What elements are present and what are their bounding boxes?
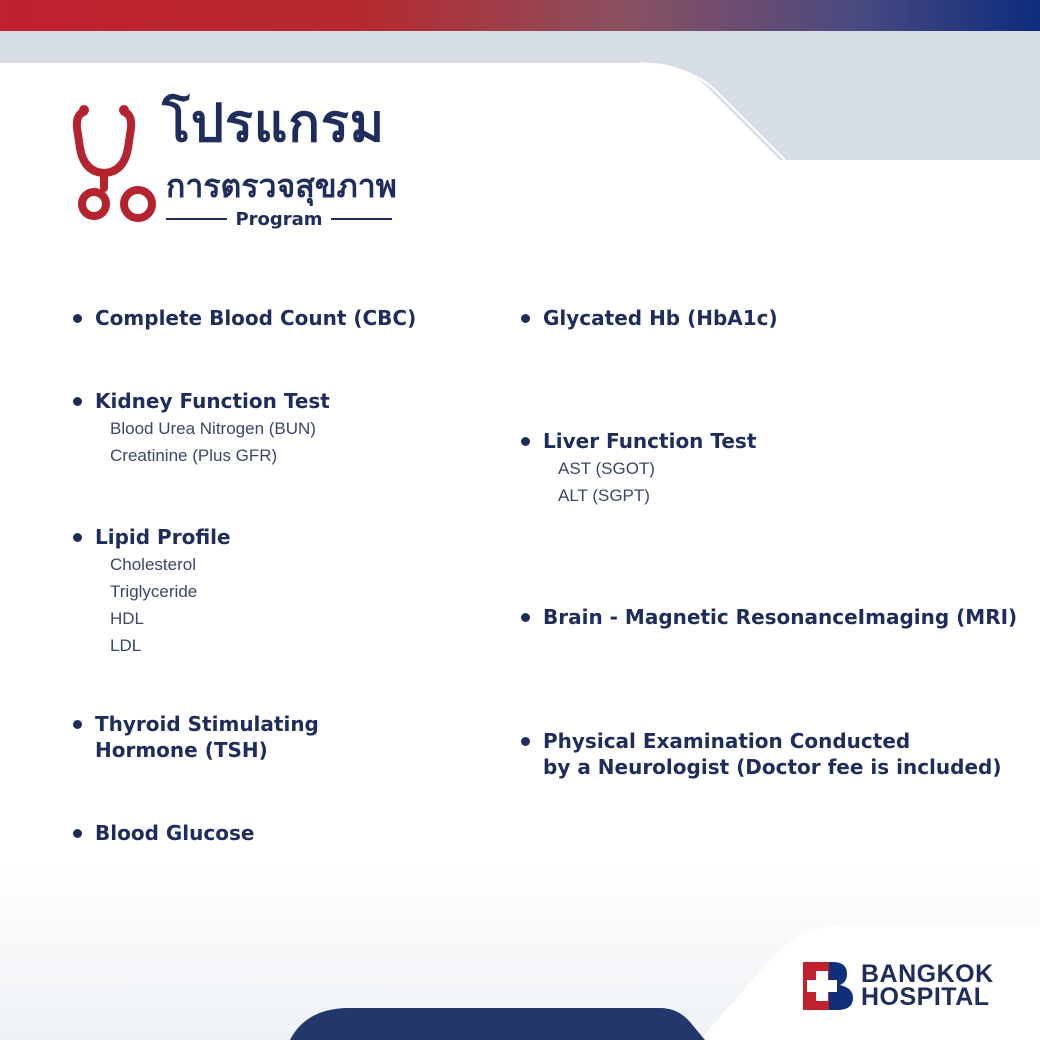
program-label: Program — [235, 208, 323, 230]
sub-item: Triglyceride — [110, 582, 198, 601]
bullet — [521, 737, 530, 746]
list-item — [521, 604, 1017, 630]
bullet — [73, 397, 82, 406]
brand-line-2: HOSPITAL — [861, 983, 990, 1011]
stethoscope-icon — [70, 100, 162, 230]
divider — [331, 218, 392, 220]
bullet — [521, 437, 530, 446]
program-label-row — [166, 207, 392, 231]
bullet — [73, 829, 82, 838]
sub-item: HDL — [110, 609, 145, 628]
list-item — [73, 305, 416, 331]
list-item — [521, 428, 756, 509]
sub-item: Blood Urea Nitrogen (BUN) — [110, 419, 316, 438]
bullet — [521, 613, 530, 622]
item-label: Blood Glucose — [95, 821, 255, 845]
item-label: Physical Examination Conducted by a Neurologist (Doctor fee is included) — [543, 729, 1002, 779]
sub-item: ALT (SGPT) — [558, 486, 650, 505]
divider — [166, 218, 227, 220]
item-label: Glycated Hb (HbA1c) — [543, 306, 778, 330]
bullet — [521, 314, 530, 323]
bottom-navy-tab — [290, 1008, 705, 1040]
brand-line-1: BANGKOK — [861, 960, 994, 988]
list-item — [73, 820, 254, 846]
bullet — [73, 314, 82, 323]
bangkok-hospital-logo — [803, 962, 994, 1010]
list-item — [73, 524, 231, 659]
subtitle: การตรวจสุขภาพ — [166, 167, 397, 205]
item-label: Liver Function Test — [543, 429, 757, 453]
title: โปรแกรม — [162, 94, 386, 154]
item-label: Thyroid Stimulating Hormone (TSH) — [95, 712, 319, 762]
list-item — [73, 711, 319, 763]
sub-item: LDL — [110, 636, 142, 655]
item-label: Complete Blood Count (CBC) — [95, 306, 417, 330]
bullet — [73, 533, 82, 542]
sub-item: AST (SGOT) — [558, 459, 655, 478]
item-label: Kidney Function Test — [95, 389, 330, 413]
item-label: Brain - Magnetic ResonanceImaging (MRI) — [543, 605, 1018, 629]
list-item — [521, 305, 778, 331]
bullet — [73, 720, 82, 729]
sub-item: Cholesterol — [110, 555, 196, 574]
sub-item: Creatinine (Plus GFR) — [110, 446, 278, 465]
hospital-cross-icon — [803, 962, 853, 1010]
list-item — [73, 388, 330, 469]
list-item — [521, 728, 1001, 780]
top-gradient-bar — [0, 0, 1040, 31]
item-label: Lipid Profile — [95, 525, 231, 549]
